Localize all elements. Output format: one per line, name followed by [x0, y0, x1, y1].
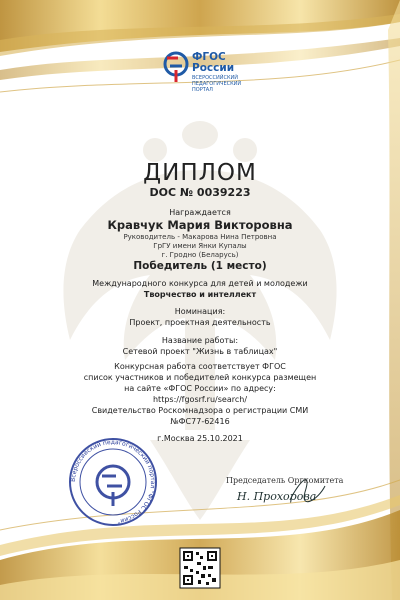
supervisor: Руководитель - Макарова Нина Петровна — [123, 233, 277, 241]
diploma-title: ДИПЛОМ — [143, 160, 257, 186]
institution: ГрГУ имени Янки Купалы — [153, 242, 247, 250]
cert-line: Свидетельство Роскомнадзора о регистрации СМИ — [91, 406, 309, 415]
certificate-block — [0, 405, 400, 427]
logo — [192, 52, 252, 93]
nomination-value: Проект, проектная деятельность — [129, 318, 271, 327]
work-label: Название работы: — [161, 336, 239, 345]
doc-number: DOC № 0039223 — [149, 186, 251, 199]
awarded-label: Награждается — [169, 208, 231, 217]
info-block — [0, 361, 400, 405]
info-line: список участников и победителей конкурса размещен — [83, 373, 317, 382]
cert-number: №ФС77-62416 — [170, 417, 230, 426]
city: г. Гродно (Беларусь) — [161, 251, 239, 259]
work-block — [0, 335, 400, 357]
info-line: на сайте «ФГОС России» по адресу: — [124, 384, 276, 393]
issue-date: г.Москва 25.10.2021 — [157, 434, 243, 443]
stamp-ring-text: Всероссийский педагогический портал "ФГОС России" — [69, 438, 157, 525]
chair-title: Председатель Оргкомитета — [226, 476, 344, 485]
place: Победитель (1 место) — [133, 260, 267, 272]
recipient-name: Кравчук Мария Викторовна — [107, 218, 293, 232]
logo-name-line2: России — [192, 62, 235, 74]
info-line: Конкурсная работа соответствует ФГОС — [114, 362, 286, 371]
qr-code-icon[interactable] — [180, 548, 220, 588]
work-value: Сетевой проект "Жизнь в таблицах" — [122, 347, 278, 356]
signature-name: Н. Прохорова — [237, 490, 317, 503]
logo-subtitle: ВСЕРОССИЙСКИЙ ПЕДАГОГИЧЕСКИЙ ПОРТАЛ — [192, 75, 242, 93]
contest-name: Творчество и интеллект — [143, 290, 257, 299]
logo-name-line1: ФГОС — [192, 51, 226, 63]
contest-line: Международного конкурса для детей и молодежи — [92, 279, 308, 288]
info-url-link[interactable]: https://fgosrf.ru/search/ — [152, 395, 248, 404]
nomination-block — [0, 306, 400, 328]
nomination-label: Номинация: — [174, 307, 226, 316]
